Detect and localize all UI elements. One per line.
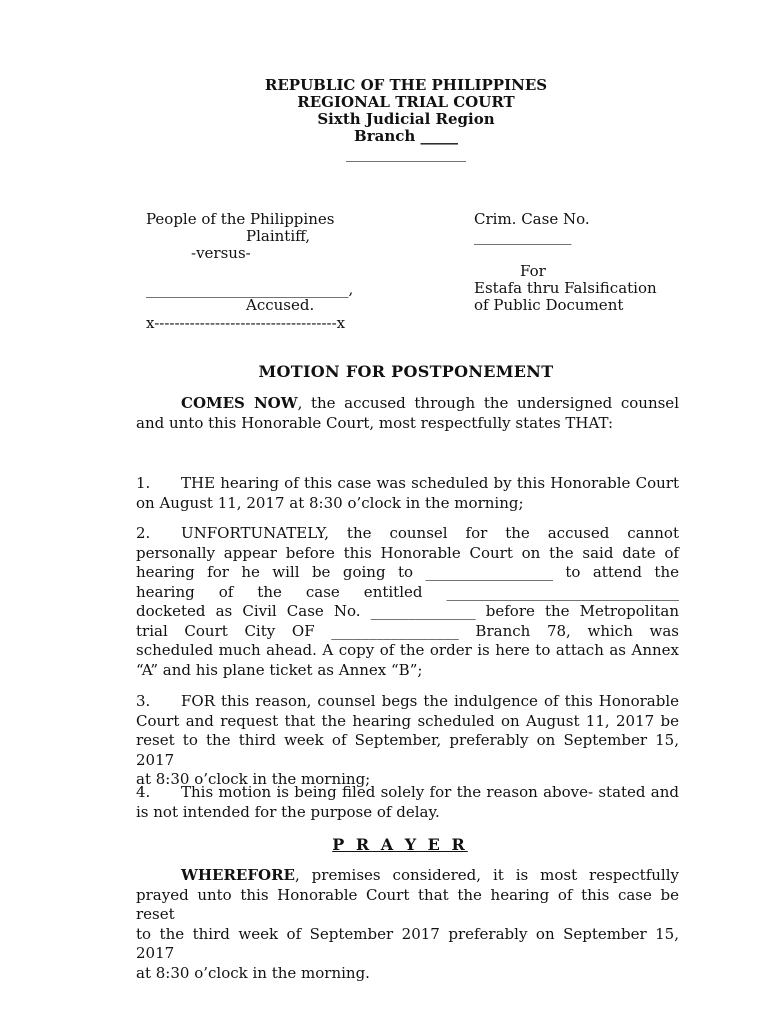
versus-label: -versus- xyxy=(191,244,251,262)
intro-paragraph xyxy=(136,394,679,433)
plaintiff-role: Plaintiff, xyxy=(246,227,311,245)
case-number-label: Crim. Case No. xyxy=(474,210,590,228)
item-line: at 8:30 o’clock in the morning; xyxy=(136,770,371,788)
item-line: This motion is being filed solely for the reason above- stated and xyxy=(181,783,679,801)
item-4 xyxy=(136,783,679,822)
prayer-line: to the third week of September 2017 preferably on September 15, 2017 xyxy=(136,924,679,962)
item-1 xyxy=(136,474,679,513)
offense-line-2: of Public Document xyxy=(474,296,624,314)
accused-name-blank: ___________________________, xyxy=(146,280,354,298)
plaintiff-party: People of the Philippines xyxy=(146,210,335,228)
item-number: 2. xyxy=(136,524,151,542)
prayer-line: prayed unto this Honorable Court that the hearing of this case be reset xyxy=(136,885,679,923)
intro-line-2: and unto this Honorable Court, most respectfully states THAT: xyxy=(136,413,614,432)
item-line: THE hearing of this case was scheduled by this Honorable Court xyxy=(181,474,679,492)
header-underline: ________________ xyxy=(346,144,466,162)
motion-title: MOTION FOR POSTPONEMENT xyxy=(258,362,554,381)
intro-line-1: , the accused through the undersigned counsel xyxy=(297,394,679,412)
item-line: hearing for he will be going to _________________ to attend the xyxy=(136,563,679,581)
for-label: For xyxy=(520,262,546,280)
item-2 xyxy=(136,524,679,680)
prayer-lead: WHEREFORE xyxy=(181,866,295,884)
item-line: FOR this reason, counsel begs the indulgence of this Honorable xyxy=(181,692,679,710)
judicial-region: Sixth Judicial Region xyxy=(317,110,495,128)
court-name: REGIONAL TRIAL COURT xyxy=(297,93,515,111)
item-3 xyxy=(136,692,679,790)
item-number: 4. xyxy=(136,783,151,801)
item-line: docketed as Civil Case No. ______________ before the Metropolitan xyxy=(136,602,679,620)
item-line: UNFORTUNATELY, the counsel for the accused cannot xyxy=(181,524,679,542)
accused-role: Accused. xyxy=(246,296,315,314)
item-number: 1. xyxy=(136,474,151,492)
item-line: reset to the third week of September, preferably on September 15, 2017 xyxy=(136,731,679,769)
prayer-paragraph xyxy=(136,866,679,983)
prayer-line-1: , premises considered, it is most respectfully xyxy=(294,866,679,884)
branch-line: Branch _____ xyxy=(354,127,458,145)
prayer-line: at 8:30 o’clock in the morning. xyxy=(136,963,370,982)
item-line: Court and request that the hearing scheduled on August 11, 2017 be xyxy=(136,711,679,730)
item-line: on August 11, 2017 at 8:30 o’clock in the morning; xyxy=(136,493,524,512)
item-line: is not intended for the purpose of delay. xyxy=(136,802,440,821)
item-line: hearing of the case entitled _______________________________ xyxy=(136,582,679,601)
item-number: 3. xyxy=(136,692,151,710)
intro-lead: COMES NOW xyxy=(181,394,298,412)
item-line: scheduled much ahead. A copy of the order is here to attach as Annex xyxy=(136,641,679,659)
item-line: “A” and his plane ticket as Annex “B”; xyxy=(136,660,423,679)
court-republic: REPUBLIC OF THE PHILIPPINES xyxy=(264,76,548,94)
item-line: personally appear before this Honorable Court on the said date of xyxy=(136,543,679,562)
prayer-heading: P R A Y E R xyxy=(332,835,468,854)
case-number-blank: _____________ xyxy=(474,227,572,245)
caption-divider: x------------------------------------x xyxy=(146,314,346,332)
offense-line-1: Estafa thru Falsification xyxy=(474,279,657,297)
item-line: trial Court City OF _________________ Branch 78, which was xyxy=(136,621,679,640)
